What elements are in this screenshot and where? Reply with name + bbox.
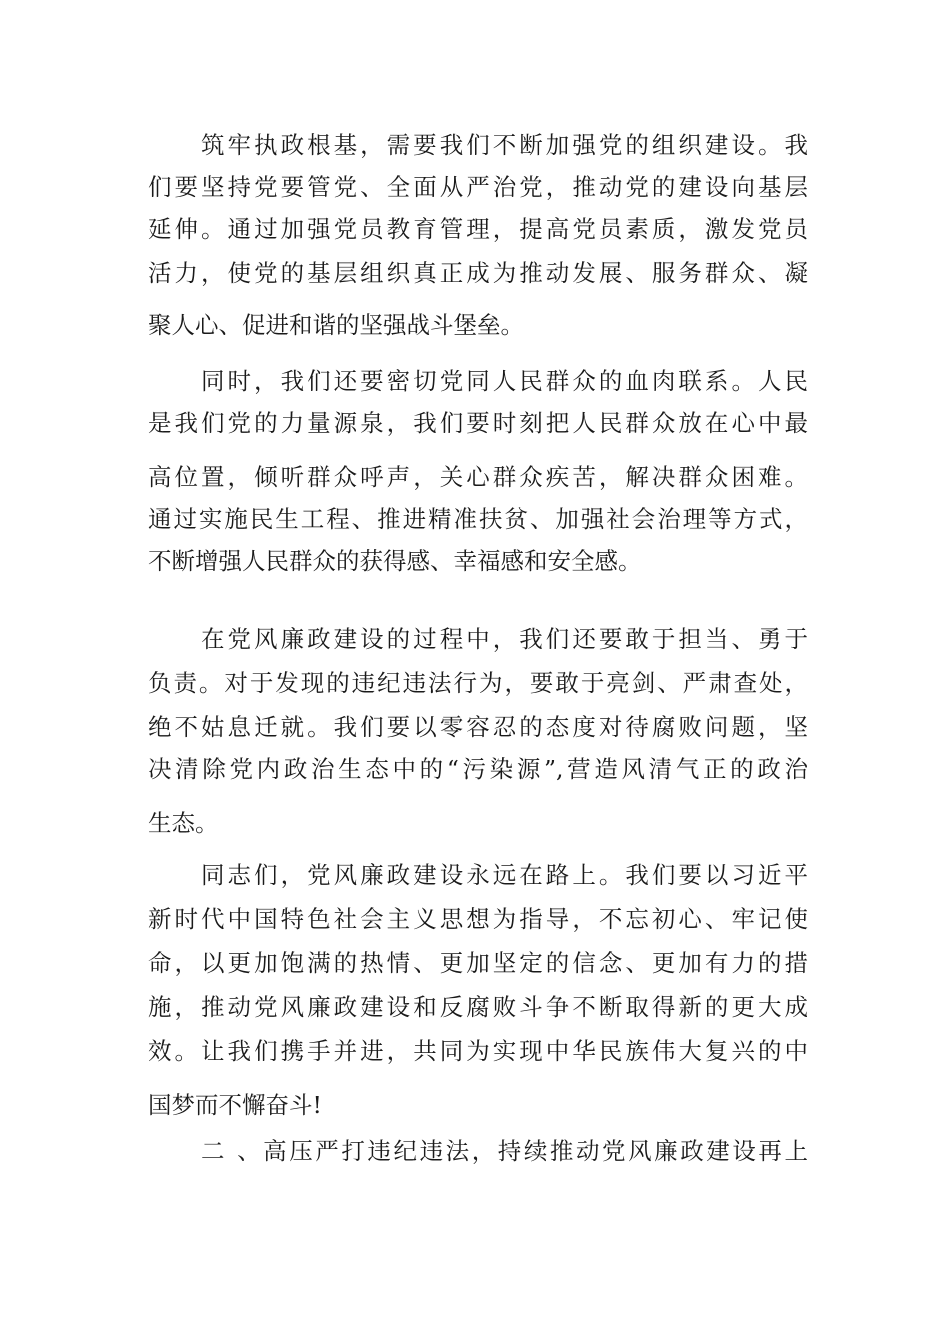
paragraph-2-line-5: 不断增强人民群众的获得感、幸福感和安全感。 — [148, 547, 642, 575]
paragraph-1-line-1: 筑牢执政根基，需要我们不断加强党的组织建设。我 — [201, 131, 808, 159]
paragraph-1-line-3: 延伸。通过加强党员教育管理，提高党员素质，激发党员 — [148, 215, 808, 243]
paragraph-3-line-4: 决清除党内政治生态中的“污染源”,营造风清气正的政治 — [148, 755, 808, 783]
paragraph-1-line-2: 们要坚持党要管党、全面从严治党，推动党的建设向基层 — [148, 173, 808, 201]
paragraph-2-line-2: 是我们党的力量源泉，我们要时刻把人民群众放在心中最 — [148, 409, 808, 437]
paragraph-3-line-1: 在党风廉政建设的过程中，我们还要敢于担当、勇于 — [201, 625, 808, 653]
paragraph-1-line-5: 聚人心、促进和谐的坚强战斗堡垒。 — [148, 311, 524, 339]
paragraph-4-line-4: 施，推动党风廉政建设和反腐败斗争不断取得新的更大成 — [148, 993, 808, 1021]
section-heading: 二 、高压严打违纪违法，持续推动党风廉政建设再上 — [201, 1137, 808, 1165]
paragraph-4-line-5: 效。让我们携手并进，共同为实现中华民族伟大复兴的中 — [148, 1037, 808, 1065]
paragraph-4-line-2: 新时代中国特色社会主义思想为指导，不忘初心、牢记使 — [148, 905, 808, 933]
paragraph-4-line-6: 国梦而不懈奋斗! — [148, 1091, 322, 1119]
paragraph-3-line-2: 负责。对于发现的违纪违法行为，要敢于亮剑、严肃查处， — [148, 669, 808, 697]
paragraph-1-line-4: 活力，使党的基层组织真正成为推动发展、服务群众、凝 — [148, 259, 808, 287]
paragraph-3-line-5: 生态。 — [148, 809, 219, 837]
paragraph-2-line-3: 高位置，倾听群众呼声，关心群众疾苦，解决群众困难。 — [148, 463, 808, 491]
paragraph-2-line-4: 通过实施民生工程、推进精准扶贫、加强社会治理等方式， — [148, 505, 808, 533]
paragraph-4-line-1: 同志们，党风廉政建设永远在路上。我们要以习近平 — [201, 861, 808, 889]
paragraph-4-line-3: 命，以更加饱满的热情、更加坚定的信念、更加有力的措 — [148, 949, 808, 977]
paragraph-3-line-3: 绝不姑息迁就。我们要以零容忍的态度对待腐败问题，坚 — [148, 713, 808, 741]
paragraph-2-line-1: 同时，我们还要密切党同人民群众的血肉联系。人民 — [201, 367, 808, 395]
